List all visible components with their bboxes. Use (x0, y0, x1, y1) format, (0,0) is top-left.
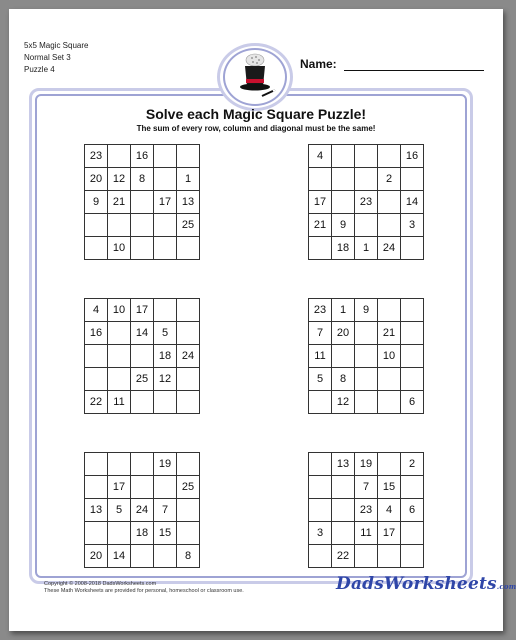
grid-cell[interactable] (131, 191, 154, 214)
grid-cell[interactable] (378, 299, 401, 322)
grid-cell[interactable]: 18 (131, 522, 154, 545)
grid-cell[interactable] (401, 322, 424, 345)
magic-square-5 (84, 452, 200, 568)
grid-cell[interactable]: 21 (309, 214, 332, 237)
grid-cell[interactable] (131, 545, 154, 568)
grid-cell[interactable] (154, 237, 177, 260)
grid-cell[interactable]: 10 (108, 237, 131, 260)
grid-cell[interactable]: 20 (332, 322, 355, 345)
grid-cell[interactable]: 22 (332, 545, 355, 568)
page-title: Solve each Magic Square Puzzle! (145, 106, 367, 122)
grid-cell[interactable]: 14 (108, 545, 131, 568)
page-subtitle: The sum of every row, column and diagonal must be the same! (136, 124, 376, 133)
grid-cell[interactable] (108, 322, 131, 345)
grid-cell[interactable]: 24 (378, 237, 401, 260)
grid-cell[interactable] (108, 368, 131, 391)
grid-cell[interactable] (355, 145, 378, 168)
grid-cell[interactable] (108, 453, 131, 476)
grid-cell[interactable] (177, 391, 200, 414)
magic-square-2 (308, 144, 424, 260)
grid-cell[interactable]: 1 (355, 237, 378, 260)
grid-cell[interactable]: 9 (355, 299, 378, 322)
grid-cell[interactable] (355, 214, 378, 237)
worksheet-type: 5x5 Magic Square (24, 41, 89, 50)
grid-cell[interactable] (154, 545, 177, 568)
grid-cell[interactable] (154, 299, 177, 322)
grid-cell[interactable] (378, 368, 401, 391)
footer-copyright (44, 581, 244, 595)
grid-cell[interactable]: 14 (131, 322, 154, 345)
grid-cell[interactable] (332, 476, 355, 499)
grid-cell[interactable]: 4 (309, 145, 332, 168)
grid-cell[interactable]: 23 (355, 191, 378, 214)
grid-cell[interactable] (332, 345, 355, 368)
grid-cell[interactable] (85, 368, 108, 391)
grid-cell[interactable]: 20 (85, 168, 108, 191)
grid-cell[interactable]: 17 (108, 476, 131, 499)
grid-cell[interactable]: 7 (309, 322, 332, 345)
grid-cell[interactable] (131, 391, 154, 414)
grid-cell[interactable] (177, 145, 200, 168)
grid-cell[interactable] (177, 522, 200, 545)
grid-cell[interactable] (177, 299, 200, 322)
grid-cell[interactable]: 19 (355, 453, 378, 476)
grid-cell[interactable]: 5 (154, 322, 177, 345)
grid-cell[interactable]: 3 (309, 522, 332, 545)
grid-cell[interactable]: 11 (355, 522, 378, 545)
grid-cell[interactable] (309, 237, 332, 260)
grid-cell[interactable] (332, 145, 355, 168)
grid-cell[interactable] (154, 145, 177, 168)
grid-cell[interactable]: 5 (108, 499, 131, 522)
grid-cell[interactable]: 4 (378, 499, 401, 522)
grid-cell[interactable]: 15 (378, 476, 401, 499)
grid-cell[interactable] (131, 476, 154, 499)
grid-cell[interactable] (85, 453, 108, 476)
grid-cell[interactable] (85, 476, 108, 499)
grid-cell[interactable] (378, 545, 401, 568)
grid-cell[interactable] (131, 237, 154, 260)
grid-cell[interactable] (401, 345, 424, 368)
grid-cell[interactable]: 12 (332, 391, 355, 414)
grid-cell[interactable] (177, 453, 200, 476)
grid-cell[interactable]: 13 (332, 453, 355, 476)
grid-cell[interactable] (332, 499, 355, 522)
brand-logo[interactable] (336, 574, 516, 594)
grid-cell[interactable]: 14 (401, 191, 424, 214)
grid-cell[interactable] (85, 214, 108, 237)
grid-cell[interactable]: 17 (131, 299, 154, 322)
grid-cell[interactable] (401, 476, 424, 499)
grid-cell[interactable]: 5 (309, 368, 332, 391)
grid-cell[interactable] (154, 391, 177, 414)
copyright-text: Copyright © 2008-2018 DadsWorksheets.com (44, 581, 157, 587)
grid-cell[interactable]: 11 (108, 391, 131, 414)
grid-cell[interactable] (131, 453, 154, 476)
grid-cell[interactable]: 24 (131, 499, 154, 522)
grid-cell[interactable] (108, 145, 131, 168)
grid-cell[interactable] (309, 391, 332, 414)
grid-cell[interactable] (355, 545, 378, 568)
grid-cell[interactable] (378, 145, 401, 168)
grid-cell[interactable]: 7 (154, 499, 177, 522)
grid-cell[interactable]: 25 (131, 368, 154, 391)
grid-cell[interactable] (309, 168, 332, 191)
grid-cell[interactable]: 11 (309, 345, 332, 368)
usage-notice: These Math Worksheets are provided for personal, homeschool or classroom use. (44, 588, 244, 594)
grid-cell[interactable] (85, 237, 108, 260)
grid-cell[interactable]: 10 (378, 345, 401, 368)
worksheet-set: Normal Set 3 (24, 53, 71, 62)
grid-cell[interactable]: 8 (177, 545, 200, 568)
grid-cell[interactable] (378, 391, 401, 414)
grid-cell[interactable] (108, 345, 131, 368)
grid-cell[interactable] (154, 214, 177, 237)
grid-cell[interactable] (332, 522, 355, 545)
grid-cell[interactable]: 17 (154, 191, 177, 214)
grid-cell[interactable]: 16 (401, 145, 424, 168)
grid-cell[interactable] (401, 368, 424, 391)
grid-cell[interactable]: 2 (401, 453, 424, 476)
grid-cell[interactable]: 2 (378, 168, 401, 191)
grid-cell[interactable] (85, 522, 108, 545)
brand-tld: .com (496, 582, 516, 591)
grid-cell[interactable]: 21 (378, 322, 401, 345)
grid-cell[interactable] (309, 545, 332, 568)
grid-cell[interactable] (154, 476, 177, 499)
grid-cell[interactable]: 21 (108, 191, 131, 214)
grid-cell[interactable] (355, 391, 378, 414)
grid-cell[interactable]: 18 (332, 237, 355, 260)
grid-cell[interactable]: 3 (401, 214, 424, 237)
grid-cell[interactable]: 20 (85, 545, 108, 568)
grid-cell[interactable]: 23 (355, 499, 378, 522)
grid-cell[interactable]: 12 (154, 368, 177, 391)
magic-square-6 (308, 452, 424, 568)
grid-cell[interactable] (309, 453, 332, 476)
grid-cell[interactable] (108, 214, 131, 237)
grid-cell[interactable] (177, 237, 200, 260)
grid-cell[interactable] (355, 345, 378, 368)
grid-cell[interactable]: 17 (309, 191, 332, 214)
grid-cell[interactable]: 13 (177, 191, 200, 214)
grid-cell[interactable]: 13 (85, 499, 108, 522)
grid-cell[interactable]: 1 (332, 299, 355, 322)
magic-square-3 (84, 298, 200, 414)
grid-cell[interactable] (355, 322, 378, 345)
grid-cell[interactable]: 7 (355, 476, 378, 499)
grid-cell[interactable] (401, 299, 424, 322)
grid-cell[interactable] (131, 345, 154, 368)
magic-square-1 (84, 144, 200, 260)
grid-cell[interactable] (401, 545, 424, 568)
grid-cell[interactable] (378, 191, 401, 214)
grid-cell[interactable] (401, 522, 424, 545)
grid-cell[interactable]: 9 (332, 214, 355, 237)
grid-cell[interactable]: 6 (401, 499, 424, 522)
magic-square-4 (308, 298, 424, 414)
grid-cell[interactable] (85, 345, 108, 368)
grid-cell[interactable]: 9 (85, 191, 108, 214)
grid-cell[interactable]: 22 (85, 391, 108, 414)
grid-cell[interactable]: 16 (85, 322, 108, 345)
grid-cell[interactable]: 1 (177, 168, 200, 191)
grid-cell[interactable]: 18 (154, 345, 177, 368)
grid-cell[interactable] (332, 191, 355, 214)
grid-cell[interactable] (309, 499, 332, 522)
grid-cell[interactable] (177, 499, 200, 522)
name-label: Name: (300, 57, 337, 71)
grid-cell[interactable]: 15 (154, 522, 177, 545)
grid-cell[interactable] (177, 322, 200, 345)
grid-cell[interactable]: 25 (177, 476, 200, 499)
grid-cell[interactable] (154, 168, 177, 191)
grid-cell[interactable]: 16 (131, 145, 154, 168)
grid-cell[interactable]: 23 (309, 299, 332, 322)
brand-name: DadsWorksheets (336, 574, 497, 594)
grid-cell[interactable]: 8 (131, 168, 154, 191)
grid-cell[interactable] (309, 476, 332, 499)
grid-cell[interactable] (108, 522, 131, 545)
grid-cell[interactable] (332, 168, 355, 191)
grid-cell[interactable]: 6 (401, 391, 424, 414)
grid-cell[interactable] (378, 214, 401, 237)
grid-cell[interactable] (355, 368, 378, 391)
grid-cell[interactable] (378, 453, 401, 476)
grid-cell[interactable] (401, 168, 424, 191)
grid-cell[interactable]: 24 (177, 345, 200, 368)
grid-cell[interactable] (401, 237, 424, 260)
grid-cell[interactable]: 23 (85, 145, 108, 168)
name-line (344, 70, 484, 71)
grid-cell[interactable]: 12 (108, 168, 131, 191)
worksheet-puzzle-number: Puzzle 4 (24, 65, 55, 74)
grid-cell[interactable]: 4 (85, 299, 108, 322)
grid-cell[interactable] (131, 214, 154, 237)
grid-cell[interactable]: 17 (378, 522, 401, 545)
grid-cell[interactable]: 19 (154, 453, 177, 476)
grid-cell[interactable] (355, 168, 378, 191)
grid-cell[interactable]: 8 (332, 368, 355, 391)
grid-cell[interactable] (177, 368, 200, 391)
grid-cell[interactable]: 25 (177, 214, 200, 237)
grid-cell[interactable]: 10 (108, 299, 131, 322)
magic-hat-icon (229, 52, 281, 102)
worksheet-info (24, 40, 88, 76)
